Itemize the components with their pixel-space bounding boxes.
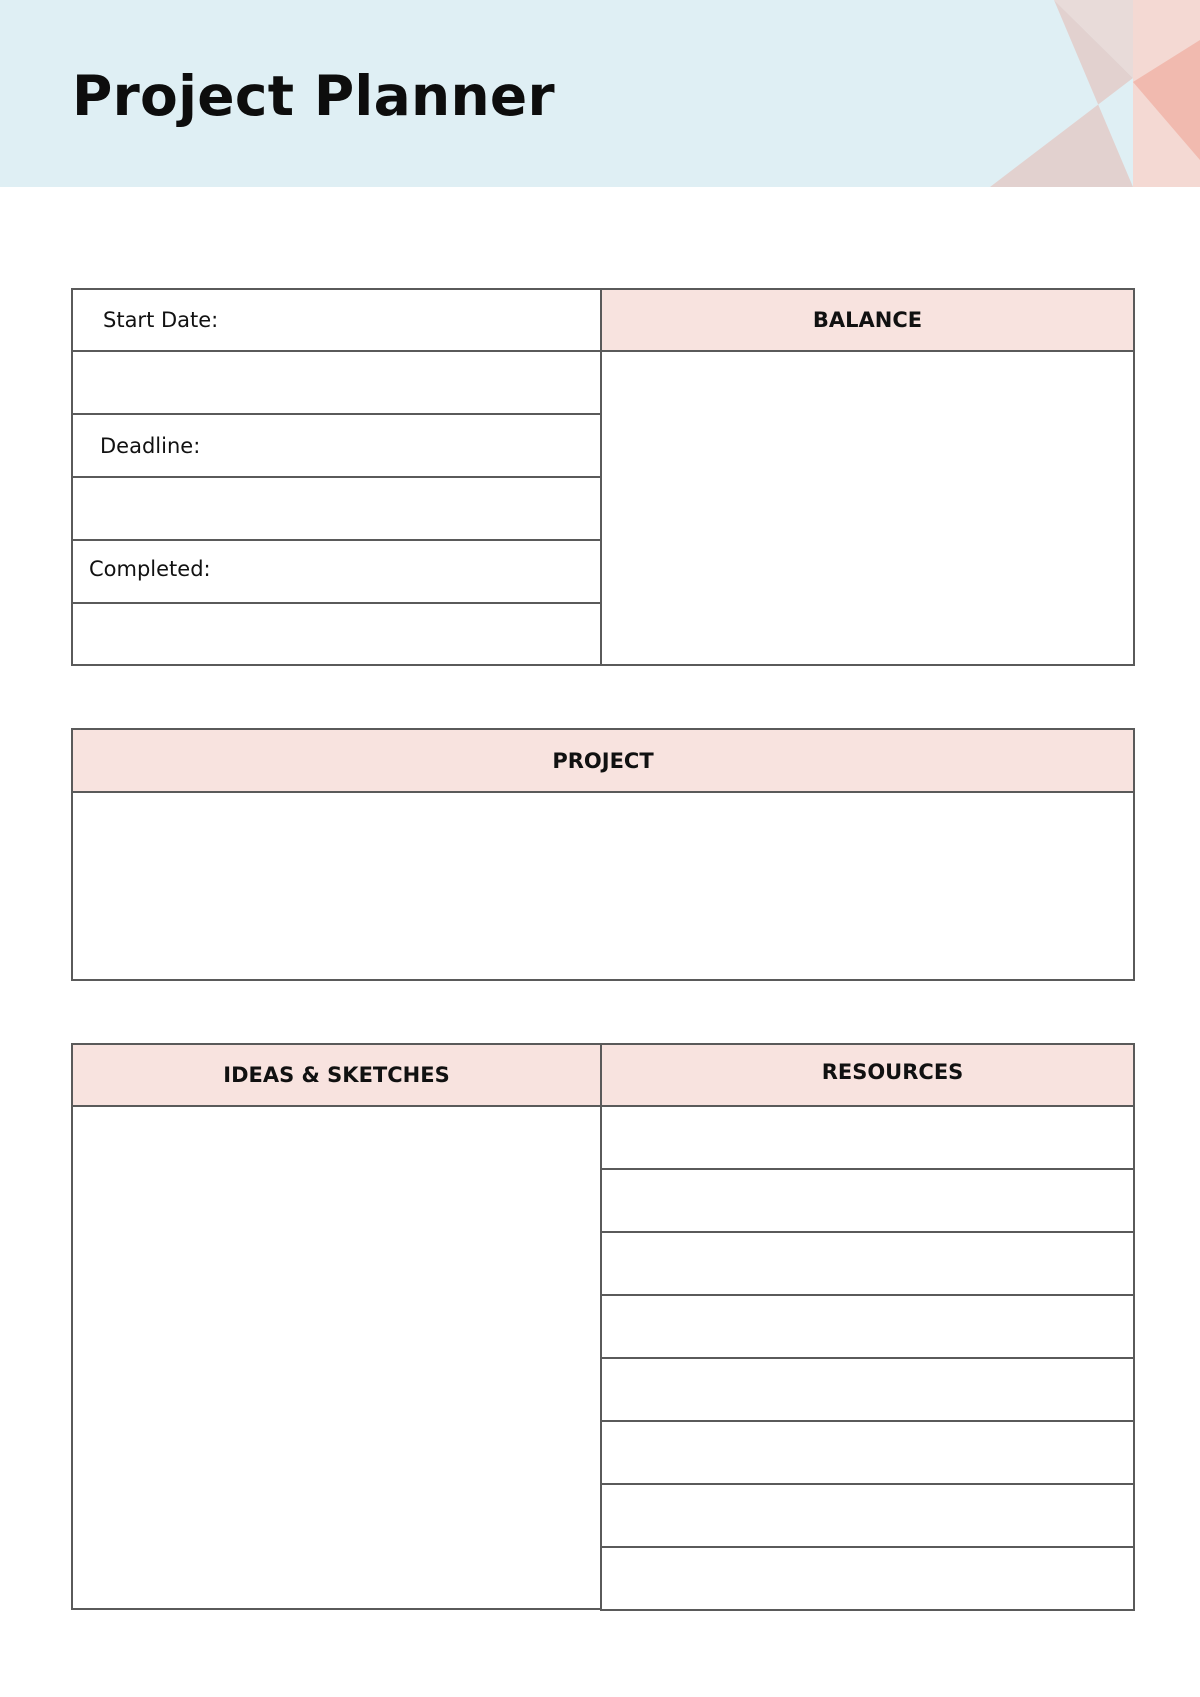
completed-label: Completed:: [89, 556, 211, 581]
balance-heading: BALANCE: [812, 308, 923, 332]
balance-area[interactable]: [600, 350, 1135, 666]
resource-row[interactable]: [600, 1420, 1135, 1485]
ideas-header: [71, 1043, 602, 1107]
resource-row[interactable]: [600, 1483, 1135, 1548]
deadline-label: Deadline:: [100, 433, 201, 458]
resources-header: [600, 1043, 1135, 1107]
completed-label-cell: [71, 539, 602, 604]
ideas-area[interactable]: [71, 1105, 602, 1610]
start-date-input-cell[interactable]: [71, 350, 602, 415]
deadline-input-cell[interactable]: [71, 476, 602, 541]
completed-input-cell[interactable]: [71, 602, 602, 666]
resource-row[interactable]: [600, 1357, 1135, 1422]
deadline-label-cell: [71, 413, 602, 478]
resource-row[interactable]: [600, 1294, 1135, 1359]
start-date-label: Start Date:: [103, 308, 219, 332]
project-area[interactable]: [71, 791, 1135, 981]
start-date-label-cell: [71, 288, 602, 352]
resource-row[interactable]: [600, 1546, 1135, 1611]
balance-header: [600, 288, 1135, 352]
resource-row[interactable]: [600, 1168, 1135, 1233]
resource-row[interactable]: [600, 1231, 1135, 1296]
resource-row[interactable]: [600, 1105, 1135, 1170]
project-header: [71, 728, 1135, 793]
project-heading: PROJECT: [552, 748, 654, 773]
resources-heading: RESOURCES: [821, 1060, 964, 1084]
page-title: Project Planner: [72, 64, 555, 128]
ideas-heading: IDEAS & SKETCHES: [223, 1063, 450, 1087]
